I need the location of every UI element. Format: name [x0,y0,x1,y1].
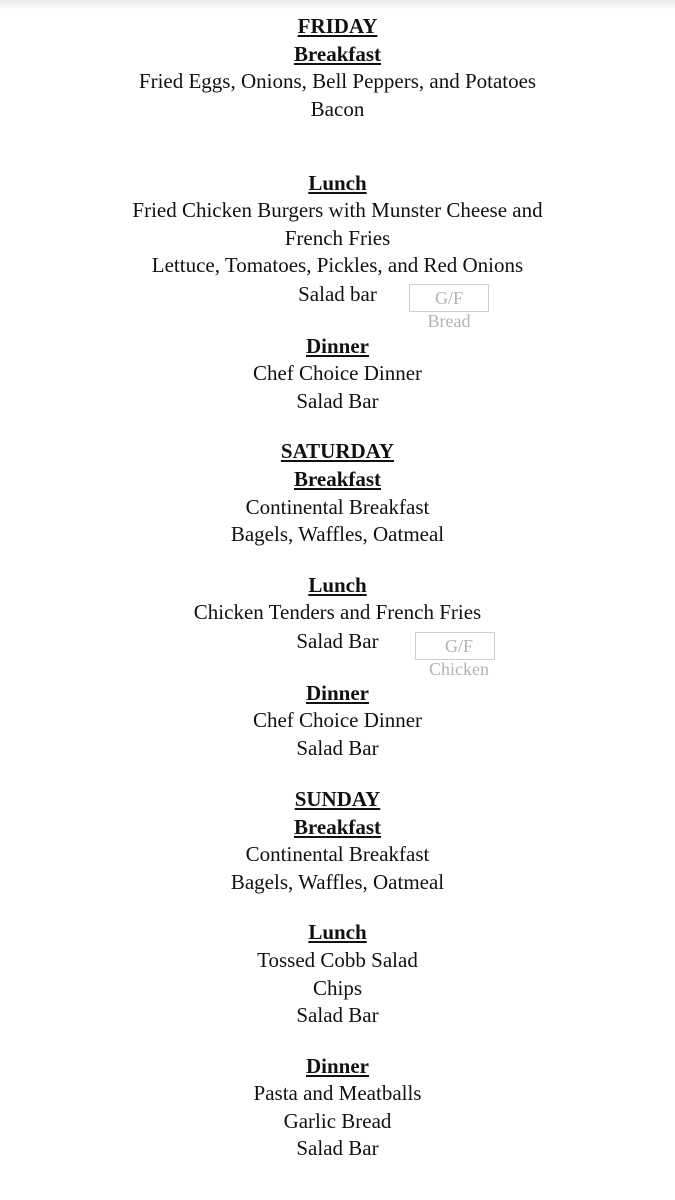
sunday-breakfast-heading: Breakfast [293,815,382,839]
menu-item: Continental Breakfast [245,495,430,519]
menu-item: Chicken Tenders and French Fries [193,600,482,624]
menu-item: Tossed Cobb Salad [257,948,418,972]
sunday-dinner-heading: Dinner [306,1054,369,1078]
friday-dinner-heading: Dinner [306,334,369,358]
menu-item: Pasta and Meatballs [253,1081,422,1105]
day-heading-sunday: SUNDAY [294,787,381,811]
menu-item: Salad Bar [296,629,379,653]
menu-item: Salad Bar [296,1136,379,1160]
menu-item: Lettuce, Tomatoes, Pickles, and Red Onions [151,253,524,277]
sunday-lunch-heading: Lunch [308,920,367,944]
saturday-breakfast-heading: Breakfast [293,467,382,491]
menu-item: Salad Bar [296,736,379,760]
top-shadow-bar [0,0,675,10]
saturday-dinner-heading: Dinner [306,681,369,705]
gluten-free-note-item: Bread [427,311,471,331]
menu-item: Salad Bar [296,389,379,413]
menu-item: Salad Bar [296,1003,379,1027]
day-heading-saturday: SATURDAY [280,439,395,463]
gluten-free-note-label: G/F [434,288,463,308]
menu-item: Fried Chicken Burgers with Munster Cheese and [132,198,543,222]
friday-lunch-heading: Lunch [308,171,367,195]
menu-item: Chips [312,976,362,1000]
menu-item: Continental Breakfast [245,842,430,866]
saturday-lunch-heading: Lunch [308,573,367,597]
menu-item: Bagels, Waffles, Oatmeal [230,870,445,894]
menu-item: Chef Choice Dinner [252,361,423,385]
menu-item: Bagels, Waffles, Oatmeal [230,522,445,546]
menu-item: Bacon [310,97,365,121]
menu-item: Fried Eggs, Onions, Bell Peppers, and Potatoes [138,69,537,93]
menu-item: French Fries [284,226,391,250]
friday-breakfast-heading: Breakfast [293,42,382,66]
menu-item: Garlic Bread [283,1109,392,1133]
day-heading-friday: FRIDAY [297,14,378,38]
gluten-free-note-label: G/F [444,636,473,656]
menu-item: Chef Choice Dinner [252,708,423,732]
menu-item: Salad bar [298,282,377,306]
gluten-free-note-item: Chicken [429,659,489,679]
